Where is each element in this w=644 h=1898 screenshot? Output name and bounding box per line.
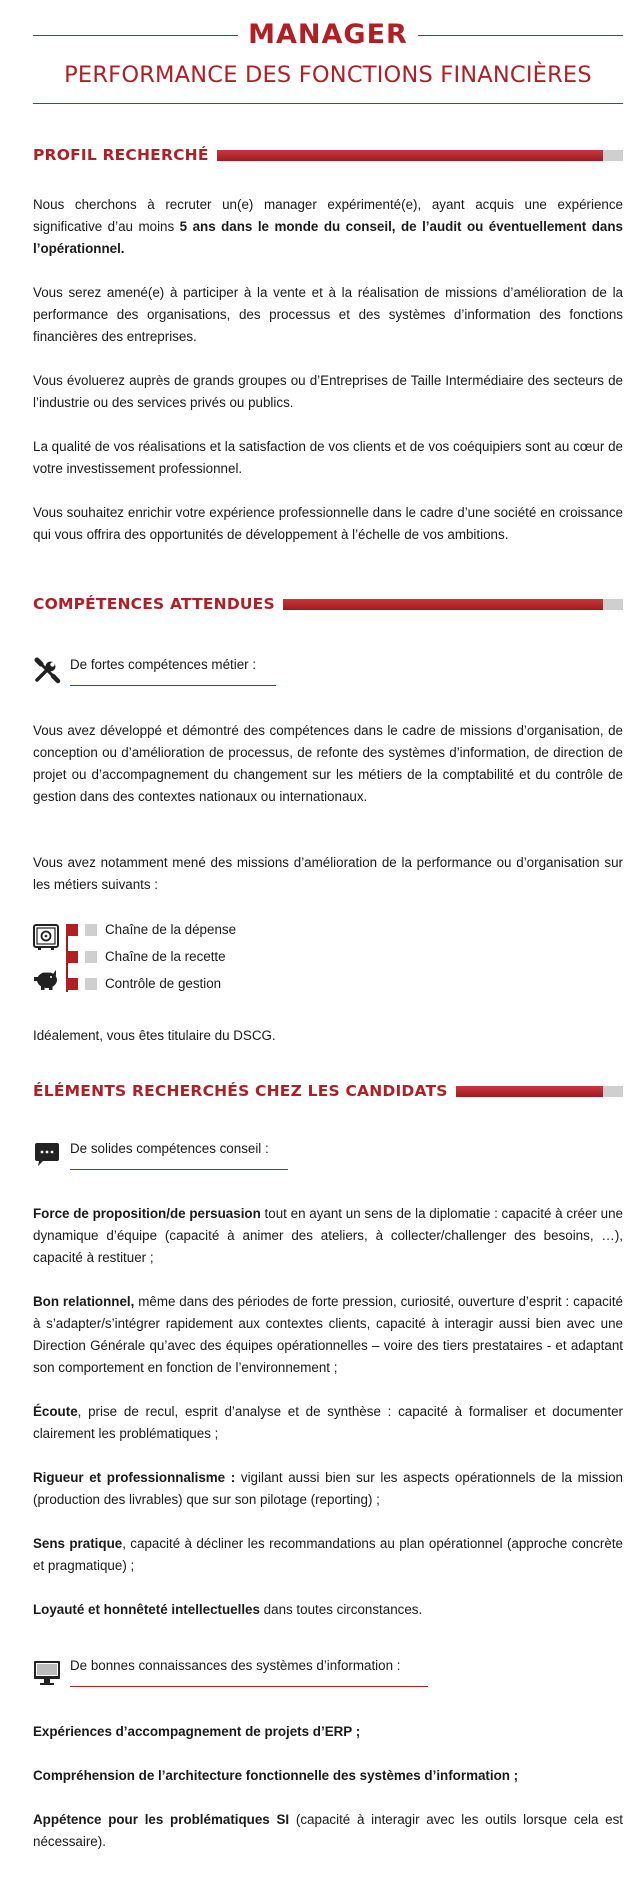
- element-3-bold: Écoute: [33, 1404, 78, 1419]
- element-1-bold: Force de proposition/de persuasion: [33, 1206, 261, 1221]
- si-1-bold: Expériences d’accompagnement de projets d’ERP ;: [33, 1724, 361, 1739]
- section-title-profil: PROFIL RECHERCHÉ: [33, 146, 209, 164]
- si-paragraph-3: [33, 1809, 623, 1853]
- title-row: [33, 16, 623, 54]
- element-4-text: vigilant aussi bien sur les aspects opérationnels de la mission (production des livrables) que sur son pilotage (reporting) ;: [33, 1470, 623, 1507]
- list-item-label: Chaîne de la recette: [105, 949, 226, 964]
- list-item-label: Chaîne de la dépense: [105, 922, 237, 937]
- tools-icon: [33, 656, 61, 684]
- element-6-bold: Loyauté et honnêteté intellectuelles: [33, 1602, 260, 1617]
- section-bar-end: [603, 599, 623, 610]
- si-2-bold: Compréhension de l’architecture fonctionnelle des systèmes d’information ;: [33, 1768, 519, 1783]
- element-paragraph-2: [33, 1291, 623, 1379]
- bullet-red: [66, 924, 78, 936]
- subheader-underline: [70, 1169, 288, 1170]
- metiers-list: [33, 920, 333, 1000]
- chat-bubble-icon: [33, 1141, 61, 1169]
- bullet-grey: [85, 978, 97, 990]
- section-header-profil: [33, 145, 623, 165]
- profil-p1-bold: 5 ans dans le monde du conseil, de l’audit ou éventuellement dans l’opérationnel.: [33, 219, 623, 256]
- element-paragraph-6: [33, 1599, 623, 1621]
- section-title-elements: ÉLÉMENTS RECHERCHÉS CHEZ LES CANDIDATS: [33, 1082, 448, 1100]
- section-header-elements: [33, 1081, 623, 1101]
- bullet-grey: [85, 924, 97, 936]
- section-bar: [217, 150, 603, 161]
- profil-paragraph-3: Vous évoluerez auprès de grands groupes ou d’Entreprises de Taille Intermédiaire des secteurs de l’industrie ou des services privés ou publics.: [33, 373, 623, 410]
- si-3-bold: Appétence pour les problématiques SI: [33, 1812, 290, 1827]
- piggy-bank-icon: [33, 966, 59, 992]
- list-item-label: Contrôle de gestion: [105, 976, 222, 991]
- subheader-conseil-label: De solides compétences conseil :: [70, 1141, 269, 1156]
- element-paragraph-1: [33, 1203, 623, 1269]
- list-item: [66, 977, 221, 991]
- safe-icon: [33, 924, 59, 950]
- element-5-bold: Sens pratique: [33, 1536, 123, 1551]
- monitor-icon: [33, 1659, 61, 1687]
- subheader-underline: [70, 1686, 428, 1687]
- competences-paragraph-1: Vous avez développé et démontré des compétences dans le cadre de missions d’organisation, de conception ou d’amélioration de processus, de refonte des systèmes d’information, de direction de projet ou d’accompagnement du changement sur les métiers de la comptabilité et du contrôle de gestion dans des contextes nationaux ou internationaux.: [33, 723, 623, 804]
- list-item: [66, 950, 226, 964]
- element-paragraph-5: [33, 1533, 623, 1577]
- header-divider: [33, 103, 623, 104]
- section-bar: [283, 599, 603, 610]
- element-paragraph-4: [33, 1467, 623, 1511]
- page-header: [33, 16, 623, 104]
- element-2-text: même dans des périodes de forte pression, curiosité, ouverture d’esprit : capacité à s’adapter/s’intégrer rapidement aux contextes clients, capacité à interagir aussi bien avec une Direction Générale qu’avec des équipes opérationnelles – voire des tiers prestataires - et adaptant son comportement en fonction de l’environnement ;: [33, 1294, 623, 1375]
- element-1-text: tout en ayant un sens de la diplomatie : capacité à créer une dynamique d’équipe (capacité à animer des ateliers, à collecter/challenger des besoins, …), capacité à restituer ;: [33, 1206, 623, 1265]
- profil-p1-text: Nous cherchons à recruter un(e) manager expérimenté(e), ayant acquis une expérience significative d’au moins: [33, 197, 623, 234]
- section-title-competences: COMPÉTENCES ATTENDUES: [33, 595, 275, 613]
- element-paragraph-3: [33, 1401, 623, 1445]
- subheader-metier-label: De fortes compétences métier :: [70, 657, 257, 672]
- element-3-text: , prise de recul, esprit d’analyse et de synthèse : capacité à formaliser et documenter clairement les problématiques ;: [33, 1404, 623, 1441]
- element-4-bold: Rigueur et professionnalisme :: [33, 1470, 236, 1485]
- section-bar: [456, 1086, 603, 1097]
- subheader-si: [33, 1657, 433, 1691]
- section-bar-end: [603, 150, 623, 161]
- title-rule-right: [418, 35, 623, 36]
- profil-paragraph-1: [33, 194, 623, 260]
- list-item: [66, 923, 236, 937]
- element-2-bold: Bon relationnel,: [33, 1294, 135, 1309]
- title-rule-left: [33, 35, 238, 36]
- page-title: MANAGER: [248, 19, 408, 50]
- element-6-text: dans toutes circonstances.: [259, 1602, 423, 1617]
- bullet-red: [66, 978, 78, 990]
- subheader-conseil: [33, 1140, 293, 1174]
- bullet-red: [66, 951, 78, 963]
- competences-paragraph-3: Idéalement, vous êtes titulaire du DSCG.: [33, 1028, 276, 1043]
- subheader-si-label: De bonnes connaissances des systèmes d’information :: [70, 1658, 401, 1673]
- element-5-text: , capacité à décliner les recommandations au plan opérationnel (approche concrète et pragmatique) ;: [33, 1536, 623, 1573]
- bullet-grey: [85, 951, 97, 963]
- profil-paragraph-2: Vous serez amené(e) à participer à la vente et à la réalisation de missions d’amélioration de la performance des organisations, des processus et des systèmes d’information des fonctions financières des entreprises.: [33, 285, 623, 344]
- section-bar-end: [603, 1086, 623, 1097]
- profil-paragraph-4: La qualité de vos réalisations et la satisfaction de vos clients et de vos coéquipiers sont au cœur de votre investissement professionnel.: [33, 439, 623, 476]
- subheader-metier: [33, 656, 293, 690]
- page-subtitle: PERFORMANCE DES FONCTIONS FINANCIÈRES: [64, 62, 592, 88]
- si-paragraph-1: [33, 1721, 623, 1743]
- competences-paragraph-2: Vous avez notamment mené des missions d’amélioration de la performance ou d’organisation sur les métiers suivants :: [33, 855, 623, 892]
- section-header-competences: [33, 594, 623, 614]
- si-paragraph-2: [33, 1765, 623, 1787]
- subheader-underline: [70, 685, 276, 686]
- profil-paragraph-5: Vous souhaitez enrichir votre expérience professionnelle dans le cadre d’une société en croissance qui vous offrira des opportunités de développement à l’échelle de vos ambitions.: [33, 505, 623, 542]
- si-3-text: (capacité à interagir avec les outils lorsque cela est nécessaire).: [33, 1812, 624, 1849]
